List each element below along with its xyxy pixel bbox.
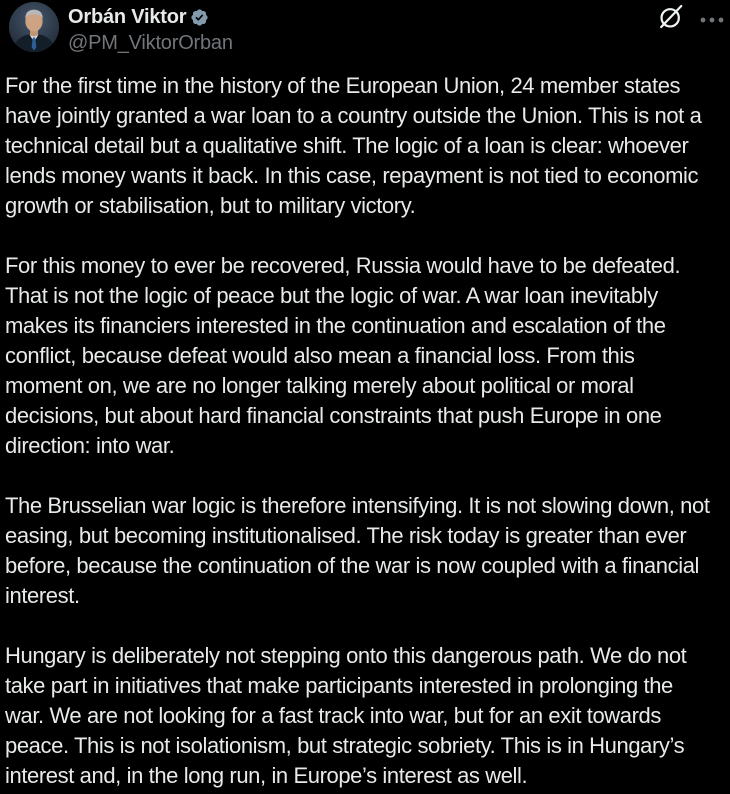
- avatar-image: [9, 2, 59, 52]
- post-paragraph: Hungary is deliberately not stepping onto this dangerous path. We do not take part in initiatives that make participants interested in prolonging the war. We are not looking for a fast track into war, but for an exit towards peace. This is not isolationism, but strategic sobriety. This is in Hungary’s interest and, in the long run, in Europe’s interest as well.: [5, 643, 687, 788]
- grok-icon: [657, 3, 685, 31]
- grok-button[interactable]: [657, 3, 685, 31]
- display-name-row: [68, 5, 233, 29]
- verified-badge-icon: [190, 8, 209, 27]
- post-header: [0, 0, 730, 62]
- more-button[interactable]: [698, 11, 726, 29]
- display-name[interactable]: Orbán Viktor: [68, 6, 187, 28]
- post-paragraph: The Brusselian war logic is therefore intensifying. It is not slowing down, not easing, but becoming institutionalised. The risk today is greater than ever before, because the continuation of the war is now coupled with a financial interest.: [5, 493, 710, 608]
- avatar[interactable]: [9, 2, 59, 52]
- post-paragraph: For the first time in the history of the European Union, 24 member states have jointly granted a war loan to a country outside the Union. This is not a technical detail but a qualitative shift. The logic of a loan is clear: whoever lends money wants it back. In this case, repayment is not tied to economic growth or stabilisation, but to military victory.: [5, 73, 702, 218]
- post-text: [5, 71, 717, 791]
- user-names: [68, 5, 233, 54]
- post-paragraph: For this money to ever be recovered, Russia would have to be defeated. That is not the logic of peace but the logic of war. A war loan inevitably makes its financiers interested in the continuation and escalation of the conflict, because defeat would also mean a financial loss. From this moment on, we are no longer talking merely about political or moral decisions, but about hard financial constraints that push Europe in one direction: into war.: [5, 253, 681, 458]
- more-icon: [698, 11, 726, 29]
- user-handle[interactable]: @PM_ViktorOrban: [68, 32, 233, 54]
